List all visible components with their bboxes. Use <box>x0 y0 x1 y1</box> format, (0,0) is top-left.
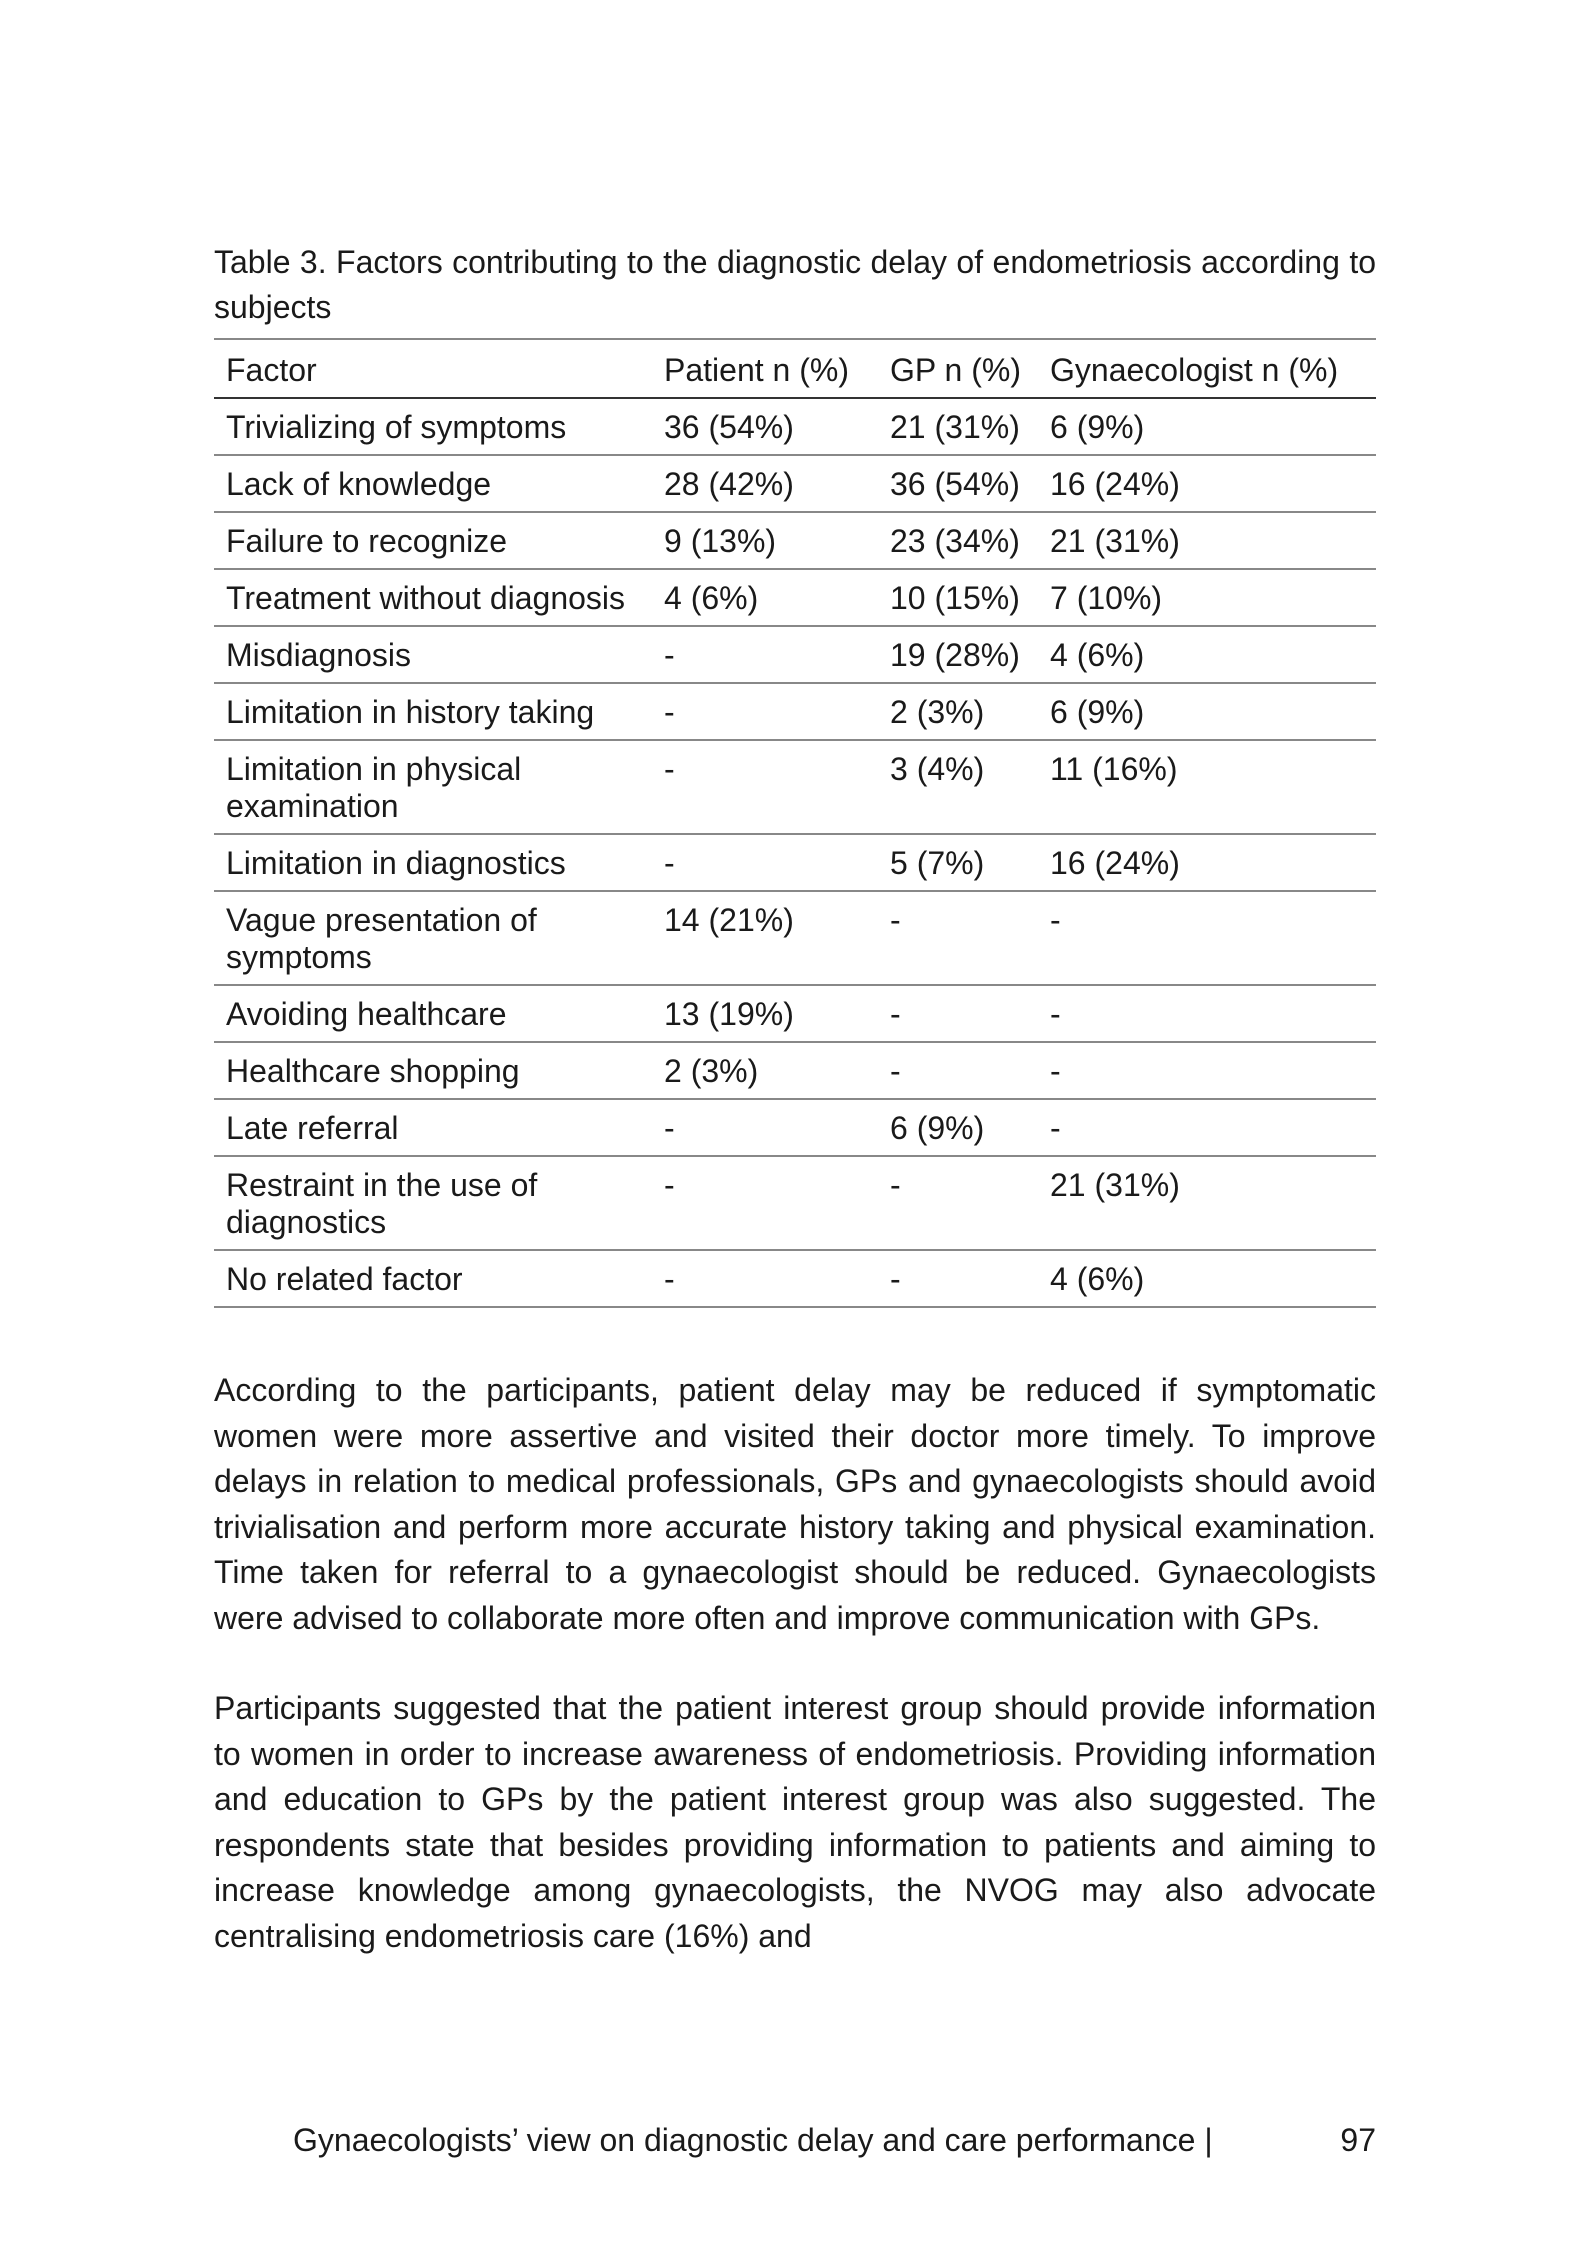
cell-gp: 21 (31%) <box>880 398 1040 455</box>
cell-factor: Late referral <box>214 1099 654 1156</box>
cell-gynaecologist: 21 (31%) <box>1040 512 1376 569</box>
cell-factor: Healthcare shopping <box>214 1042 654 1099</box>
table-row <box>214 398 1376 455</box>
page-content <box>214 240 1376 1959</box>
cell-gp: - <box>880 985 1040 1042</box>
running-title: Gynaecologists’ view on diagnostic delay and care performance | <box>293 2122 1213 2158</box>
cell-patient: - <box>654 1099 880 1156</box>
table-row <box>214 891 1376 985</box>
cell-patient: 28 (42%) <box>654 455 880 512</box>
cell-gynaecologist: 6 (9%) <box>1040 683 1376 740</box>
body-paragraph: Participants suggested that the patient interest group should provide information to women in order to increase awareness of endometriosis. Providing information and education to GPs by the patient interest group was also suggested. The respondents state that besides providing information to patients and aiming to increase knowledge among gynaecologists, the NVOG may also advocate centralising endometriosis care (16%) and <box>214 1690 1376 1954</box>
cell-patient: - <box>654 626 880 683</box>
cell-patient: 36 (54%) <box>654 398 880 455</box>
table-row <box>214 1042 1376 1099</box>
cell-patient: - <box>654 740 880 834</box>
cell-gp: 6 (9%) <box>880 1099 1040 1156</box>
header-gp: GP n (%) <box>880 339 1040 398</box>
cell-gp: - <box>880 1250 1040 1307</box>
table-row <box>214 626 1376 683</box>
factors-table <box>214 338 1376 1308</box>
cell-patient: - <box>654 683 880 740</box>
cell-gynaecologist: 7 (10%) <box>1040 569 1376 626</box>
cell-gynaecologist: 4 (6%) <box>1040 1250 1376 1307</box>
table-caption: Table 3. Factors contributing to the diagnostic delay of endometriosis according to subjects <box>214 244 1376 325</box>
cell-gynaecologist: - <box>1040 1099 1376 1156</box>
cell-gp: - <box>880 1156 1040 1250</box>
table-row <box>214 683 1376 740</box>
cell-factor: Limitation in physical examination <box>214 740 654 834</box>
table-row <box>214 569 1376 626</box>
cell-gynaecologist: 11 (16%) <box>1040 740 1376 834</box>
cell-gp: - <box>880 1042 1040 1099</box>
table-row <box>214 834 1376 891</box>
cell-factor: Avoiding healthcare <box>214 985 654 1042</box>
cell-patient: 4 (6%) <box>654 569 880 626</box>
cell-gynaecologist: 4 (6%) <box>1040 626 1376 683</box>
cell-factor: Failure to recognize <box>214 512 654 569</box>
cell-factor: Limitation in history taking <box>214 683 654 740</box>
table-row <box>214 1156 1376 1250</box>
cell-gp: - <box>880 891 1040 985</box>
cell-patient: 9 (13%) <box>654 512 880 569</box>
table-row <box>214 455 1376 512</box>
cell-patient: - <box>654 834 880 891</box>
cell-factor: Restraint in the use of diagnostics <box>214 1156 654 1250</box>
page-number: 97 <box>1340 2122 1376 2158</box>
table-row <box>214 740 1376 834</box>
cell-patient: - <box>654 1156 880 1250</box>
cell-patient: 14 (21%) <box>654 891 880 985</box>
table-row <box>214 985 1376 1042</box>
cell-gynaecologist: - <box>1040 985 1376 1042</box>
cell-gynaecologist: 21 (31%) <box>1040 1156 1376 1250</box>
cell-factor: Vague presentation of symptoms <box>214 891 654 985</box>
cell-gynaecologist: 16 (24%) <box>1040 455 1376 512</box>
header-factor: Factor <box>214 339 654 398</box>
table-row <box>214 1099 1376 1156</box>
cell-factor: Trivializing of symptoms <box>214 398 654 455</box>
cell-factor: No related factor <box>214 1250 654 1307</box>
table-header-row <box>214 339 1376 398</box>
table-row <box>214 512 1376 569</box>
cell-gynaecologist: - <box>1040 891 1376 985</box>
cell-factor: Treatment without diagnosis <box>214 569 654 626</box>
cell-gp: 36 (54%) <box>880 455 1040 512</box>
body-paragraph: According to the participants, patient delay may be reduced if symptomatic women were more assertive and visited their doctor more timely. To improve delays in relation to medical professionals, GPs and gynaecologists should avoid trivialisation and perform more accurate history taking and physical examination. Time taken for referral to a gynaecologist should be reduced. Gynaecologists were advised to collaborate more often and improve communication with GPs. <box>214 1372 1376 1636</box>
header-patient: Patient n (%) <box>654 339 880 398</box>
cell-gp: 19 (28%) <box>880 626 1040 683</box>
header-gynaecologist: Gynaecologist n (%) <box>1040 339 1376 398</box>
cell-factor: Limitation in diagnostics <box>214 834 654 891</box>
cell-gp: 23 (34%) <box>880 512 1040 569</box>
cell-gp: 2 (3%) <box>880 683 1040 740</box>
cell-gynaecologist: 16 (24%) <box>1040 834 1376 891</box>
cell-patient: - <box>654 1250 880 1307</box>
cell-gp: 10 (15%) <box>880 569 1040 626</box>
cell-gynaecologist: 6 (9%) <box>1040 398 1376 455</box>
cell-gynaecologist: - <box>1040 1042 1376 1099</box>
cell-gp: 5 (7%) <box>880 834 1040 891</box>
table-row <box>214 1250 1376 1307</box>
cell-factor: Lack of knowledge <box>214 455 654 512</box>
cell-factor: Misdiagnosis <box>214 626 654 683</box>
cell-patient: 2 (3%) <box>654 1042 880 1099</box>
cell-gp: 3 (4%) <box>880 740 1040 834</box>
table-body <box>214 398 1376 1307</box>
cell-patient: 13 (19%) <box>654 985 880 1042</box>
